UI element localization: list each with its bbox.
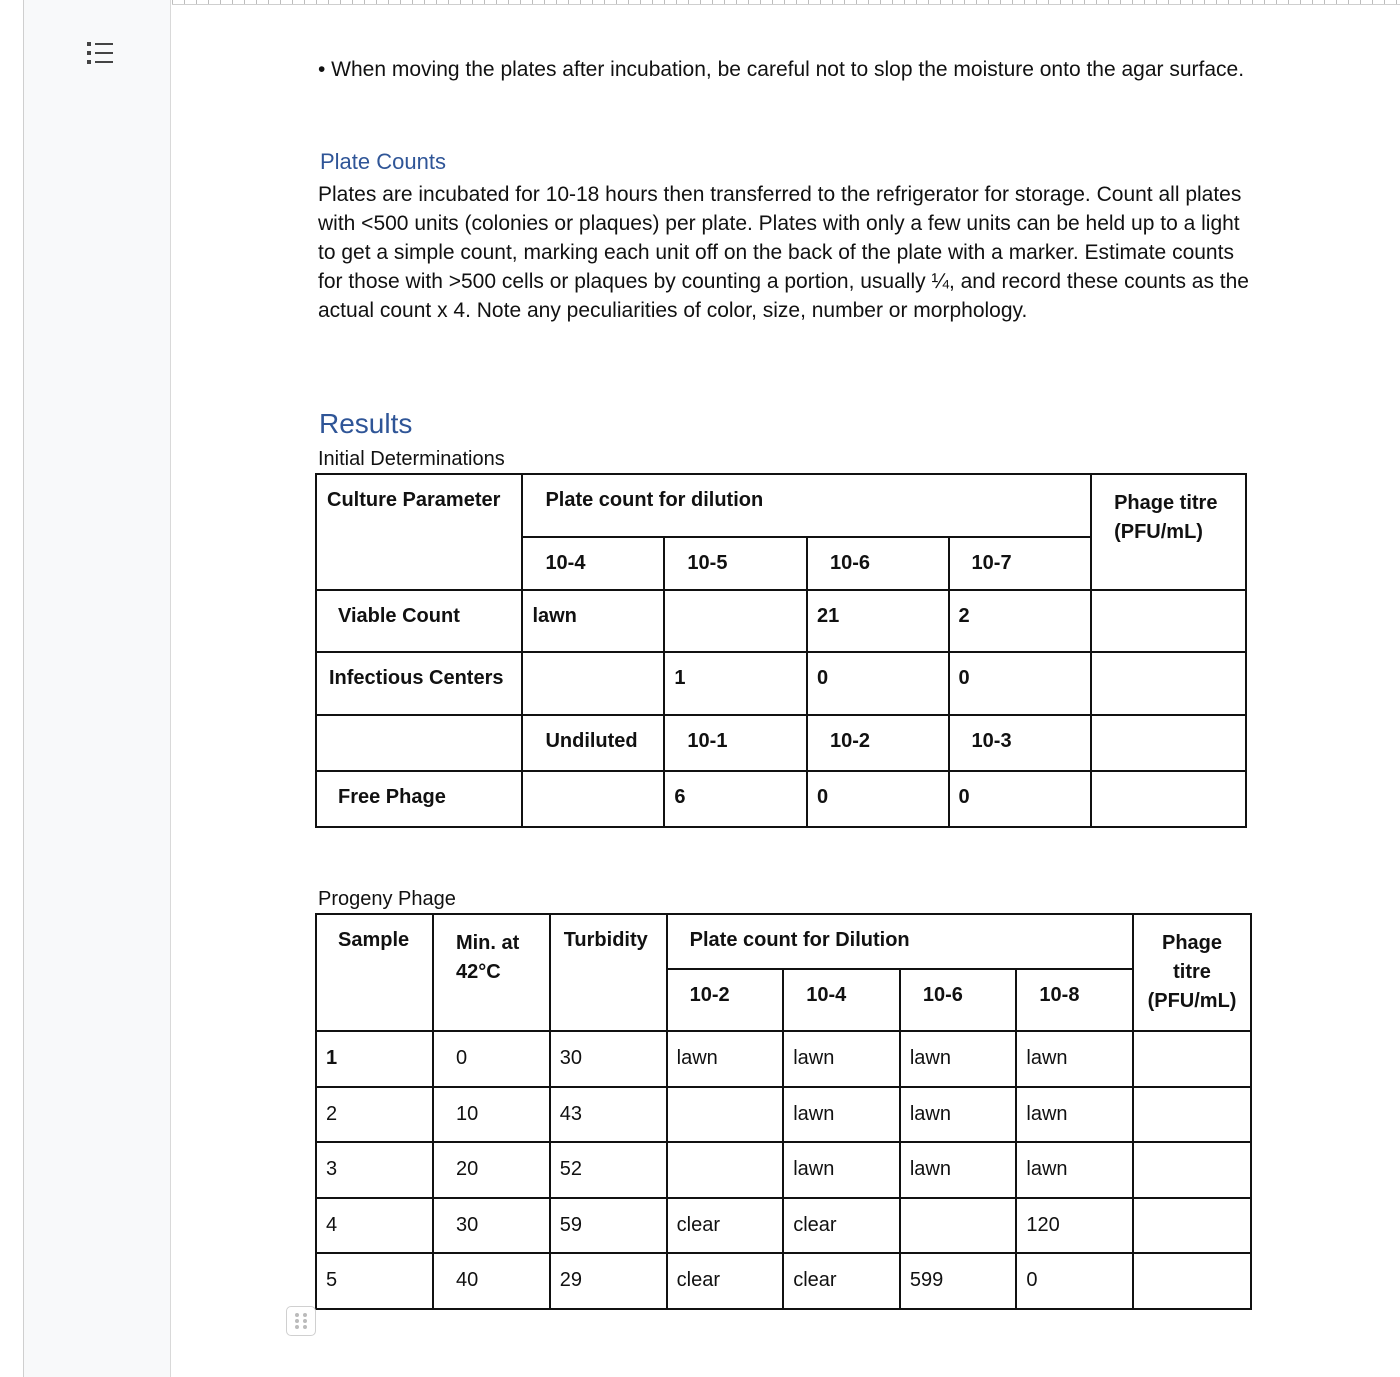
table-cell: lawn <box>667 1031 784 1087</box>
table-row <box>316 1087 1251 1142</box>
table-cell: 21 <box>807 590 949 652</box>
table-cell <box>900 1198 1017 1253</box>
dilution-header: 10-5 <box>664 537 807 590</box>
progeny-phage-table <box>315 913 1252 1310</box>
dilution-header: Undiluted <box>522 715 664 771</box>
table-cell <box>1091 771 1246 827</box>
table-cell <box>1091 715 1246 771</box>
dilution-header: 10-7 <box>949 537 1092 590</box>
dilution-header: 10-6 <box>900 969 1017 1031</box>
phage-titre-header: Phage titre (PFU/mL) <box>1133 914 1251 1031</box>
table-cell: clear <box>783 1253 900 1309</box>
table-cell: 30 <box>433 1198 550 1253</box>
table-cell: 40 <box>433 1253 550 1309</box>
table-cell <box>316 715 522 771</box>
table-cell: lawn <box>783 1142 900 1198</box>
progeny-phage-caption: Progeny Phage <box>318 888 456 910</box>
table-cell: 0 <box>949 652 1092 715</box>
table-cell <box>522 771 664 827</box>
turbidity-header: Turbidity <box>550 914 667 1031</box>
table-cell: 2 <box>316 1087 433 1142</box>
table-row <box>316 1031 1251 1087</box>
table-cell: lawn <box>900 1031 1017 1087</box>
dilution-header: 10-2 <box>667 969 784 1031</box>
dilution-header: 10-1 <box>664 715 807 771</box>
table-cell: lawn <box>783 1031 900 1087</box>
table-cell: 20 <box>433 1142 550 1198</box>
table-cell <box>1133 1253 1251 1309</box>
table-cell: lawn <box>1016 1087 1133 1142</box>
table-row <box>316 1198 1251 1253</box>
table-cell: 30 <box>550 1031 667 1087</box>
culture-parameter-header: Culture Parameter <box>316 474 522 590</box>
dilution-header: 10-4 <box>522 537 664 590</box>
table-cell: 0 <box>807 652 949 715</box>
table-row <box>316 1142 1251 1198</box>
dilution-header: 10-3 <box>949 715 1092 771</box>
table-cell <box>1091 590 1246 652</box>
free-phage-label: Free Phage <box>316 771 522 827</box>
table-cell: 5 <box>316 1253 433 1309</box>
table-cell <box>1091 652 1246 715</box>
dilution-header: 10-6 <box>807 537 949 590</box>
table-cell: 43 <box>550 1087 667 1142</box>
table-cell: 120 <box>1016 1198 1133 1253</box>
sample-header: Sample <box>316 914 433 1031</box>
table-cell: clear <box>667 1198 784 1253</box>
table-cell: 4 <box>316 1198 433 1253</box>
table-cell: 599 <box>900 1253 1017 1309</box>
table-cell <box>1133 1087 1251 1142</box>
min-at-42-header: Min. at 42°C <box>433 914 550 1031</box>
plate-count-header: Plate count for dilution <box>522 474 1091 537</box>
table-cell <box>667 1142 784 1198</box>
table-cell: lawn <box>1016 1031 1133 1087</box>
dilution-header: 10-8 <box>1016 969 1133 1031</box>
table-cell: lawn <box>783 1087 900 1142</box>
table-cell <box>664 590 807 652</box>
table-cell: 6 <box>664 771 807 827</box>
table-cell: lawn <box>900 1142 1017 1198</box>
plate-counts-heading: Plate Counts <box>320 149 446 174</box>
dilution-header: 10-4 <box>783 969 900 1031</box>
drag-handle-icon[interactable] <box>286 1306 316 1336</box>
table-cell: 29 <box>550 1253 667 1309</box>
plate-count-header: Plate count for Dilution <box>667 914 1133 969</box>
viable-count-label: Viable Count <box>316 590 522 652</box>
table-cell <box>1133 1031 1251 1087</box>
table-cell: lawn <box>900 1087 1017 1142</box>
table-cell: 0 <box>433 1031 550 1087</box>
table-cell: 1 <box>664 652 807 715</box>
table-cell: 10 <box>433 1087 550 1142</box>
table-cell: 1 <box>316 1031 433 1087</box>
plate-counts-paragraph: Plates are incubated for 10-18 hours then transferred to the refrigerator for storage. Count all plates with <500 units (colonies or plaques) per plate. Plates with only a few units can be held up to a light to get a simple count, marking each unit off on the back of the plate with a marker. Estimate counts for those with >500 cells or plaques by counting a portion, usually ¼, and record these counts as the actual count x 4. Note any peculiarities of color, size, number or morphology. <box>318 183 1249 322</box>
table-cell <box>1133 1198 1251 1253</box>
table-cell: lawn <box>1016 1142 1133 1198</box>
table-cell: 2 <box>949 590 1092 652</box>
table-row <box>316 1253 1251 1309</box>
table-cell: 3 <box>316 1142 433 1198</box>
table-cell: 52 <box>550 1142 667 1198</box>
table-cell: 0 <box>1016 1253 1133 1309</box>
table-cell <box>667 1087 784 1142</box>
list-outline-icon[interactable] <box>86 40 114 66</box>
results-heading: Results <box>319 408 413 439</box>
infectious-centers-label: Infectious Centers <box>316 652 522 715</box>
table-cell: clear <box>783 1198 900 1253</box>
table-cell: 0 <box>807 771 949 827</box>
dilution-header: 10-2 <box>807 715 949 771</box>
table-cell <box>522 652 664 715</box>
phage-titre-header: Phage titre (PFU/mL) <box>1091 474 1246 590</box>
table-cell <box>1133 1142 1251 1198</box>
table-cell: clear <box>667 1253 784 1309</box>
table-cell: 0 <box>949 771 1092 827</box>
table-cell: lawn <box>522 590 664 652</box>
table-cell: 59 <box>550 1198 667 1253</box>
bullet-paragraph: • When moving the plates after incubation, be careful not to slop the moisture onto the agar surface. <box>318 58 1245 81</box>
initial-determinations-table <box>315 473 1247 828</box>
initial-determinations-caption: Initial Determinations <box>318 448 505 470</box>
left-sidebar <box>24 0 171 1377</box>
